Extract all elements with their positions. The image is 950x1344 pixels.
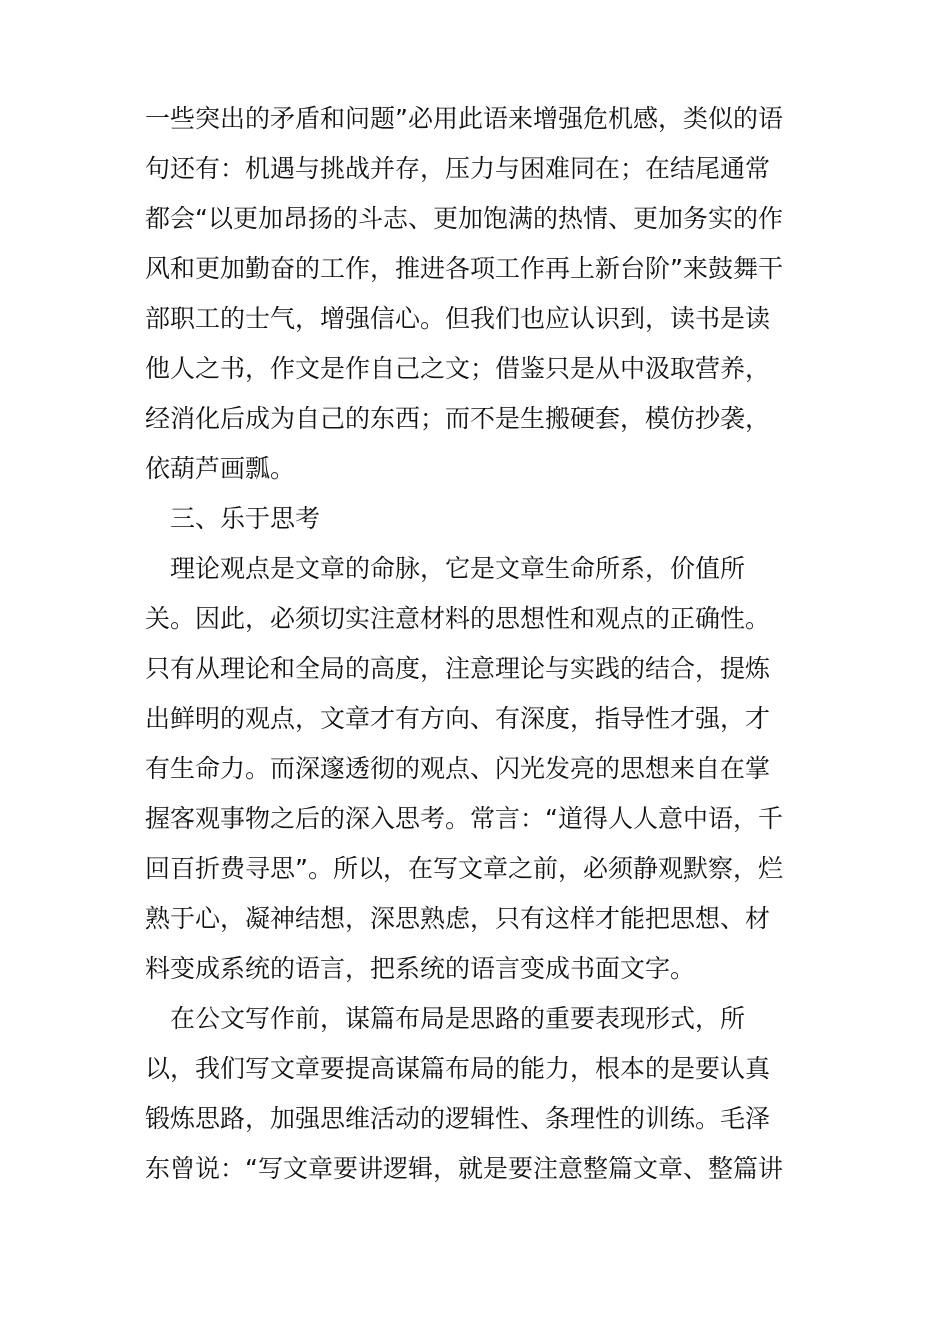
- text-line: 他人之书，作文是作自己之文；借鉴只是从中汲取营养，: [145, 354, 771, 383]
- text-line: 只有从理论和全局的高度，注意理论与实践的结合，提炼: [145, 654, 771, 683]
- text-line: 东曾说：“写文章要讲逻辑，就是要注意整篇文章、整篇讲: [145, 1154, 783, 1183]
- paragraph-start-line: 在公文写作前，谋篇布局是思路的重要表现形式，所: [170, 1004, 746, 1033]
- text-line: 锻炼思路，加强思维活动的逻辑性、条理性的训练。毛泽: [145, 1104, 771, 1133]
- text-line: 依葫芦画瓢。: [145, 454, 296, 483]
- section-heading: 三、乐于思考: [170, 504, 321, 533]
- text-line: 风和更加勤奋的工作，推进各项工作再上新台阶”来鼓舞干: [145, 254, 783, 283]
- text-line: 关。因此，必须切实注意材料的思想性和观点的正确性。: [145, 604, 771, 633]
- text-line: 回百折费寻思”。所以，在写文章之前，必须静观默察，烂: [145, 854, 783, 883]
- text-line: 都会“以更加昂扬的斗志、更加饱满的热情、更加务实的作: [145, 204, 783, 233]
- text-line: 出鲜明的观点，文章才有方向、有深度，指导性才强，才: [145, 704, 771, 733]
- text-line: 有生命力。而深邃透彻的观点、闪光发亮的思想来自在掌: [145, 754, 771, 783]
- text-line: 料变成系统的语言，把系统的语言变成书面文字。: [145, 954, 696, 983]
- text-line: 经消化后成为自己的东西；而不是生搬硬套，模仿抄袭，: [145, 404, 771, 433]
- text-line: 以，我们写文章要提高谋篇布局的能力，根本的是要认真: [145, 1054, 771, 1083]
- text-line: 部职工的士气，增强信心。但我们也应认识到，读书是读: [145, 304, 771, 333]
- document-body: [145, 94, 795, 1194]
- text-line: 一些突出的矛盾和问题”必用此语来增强危机感，类似的语: [145, 104, 783, 133]
- text-line: 熟于心，凝神结想，深思熟虑，只有这样才能把思想、材: [145, 904, 771, 933]
- text-line: 握客观事物之后的深入思考。常言：“道得人人意中语，千: [145, 804, 783, 833]
- paragraph-start-line: 理论观点是文章的命脉，它是文章生命所系，价值所: [170, 554, 746, 583]
- text-line: 句还有：机遇与挑战并存，压力与困难同在；在结尾通常: [145, 154, 771, 183]
